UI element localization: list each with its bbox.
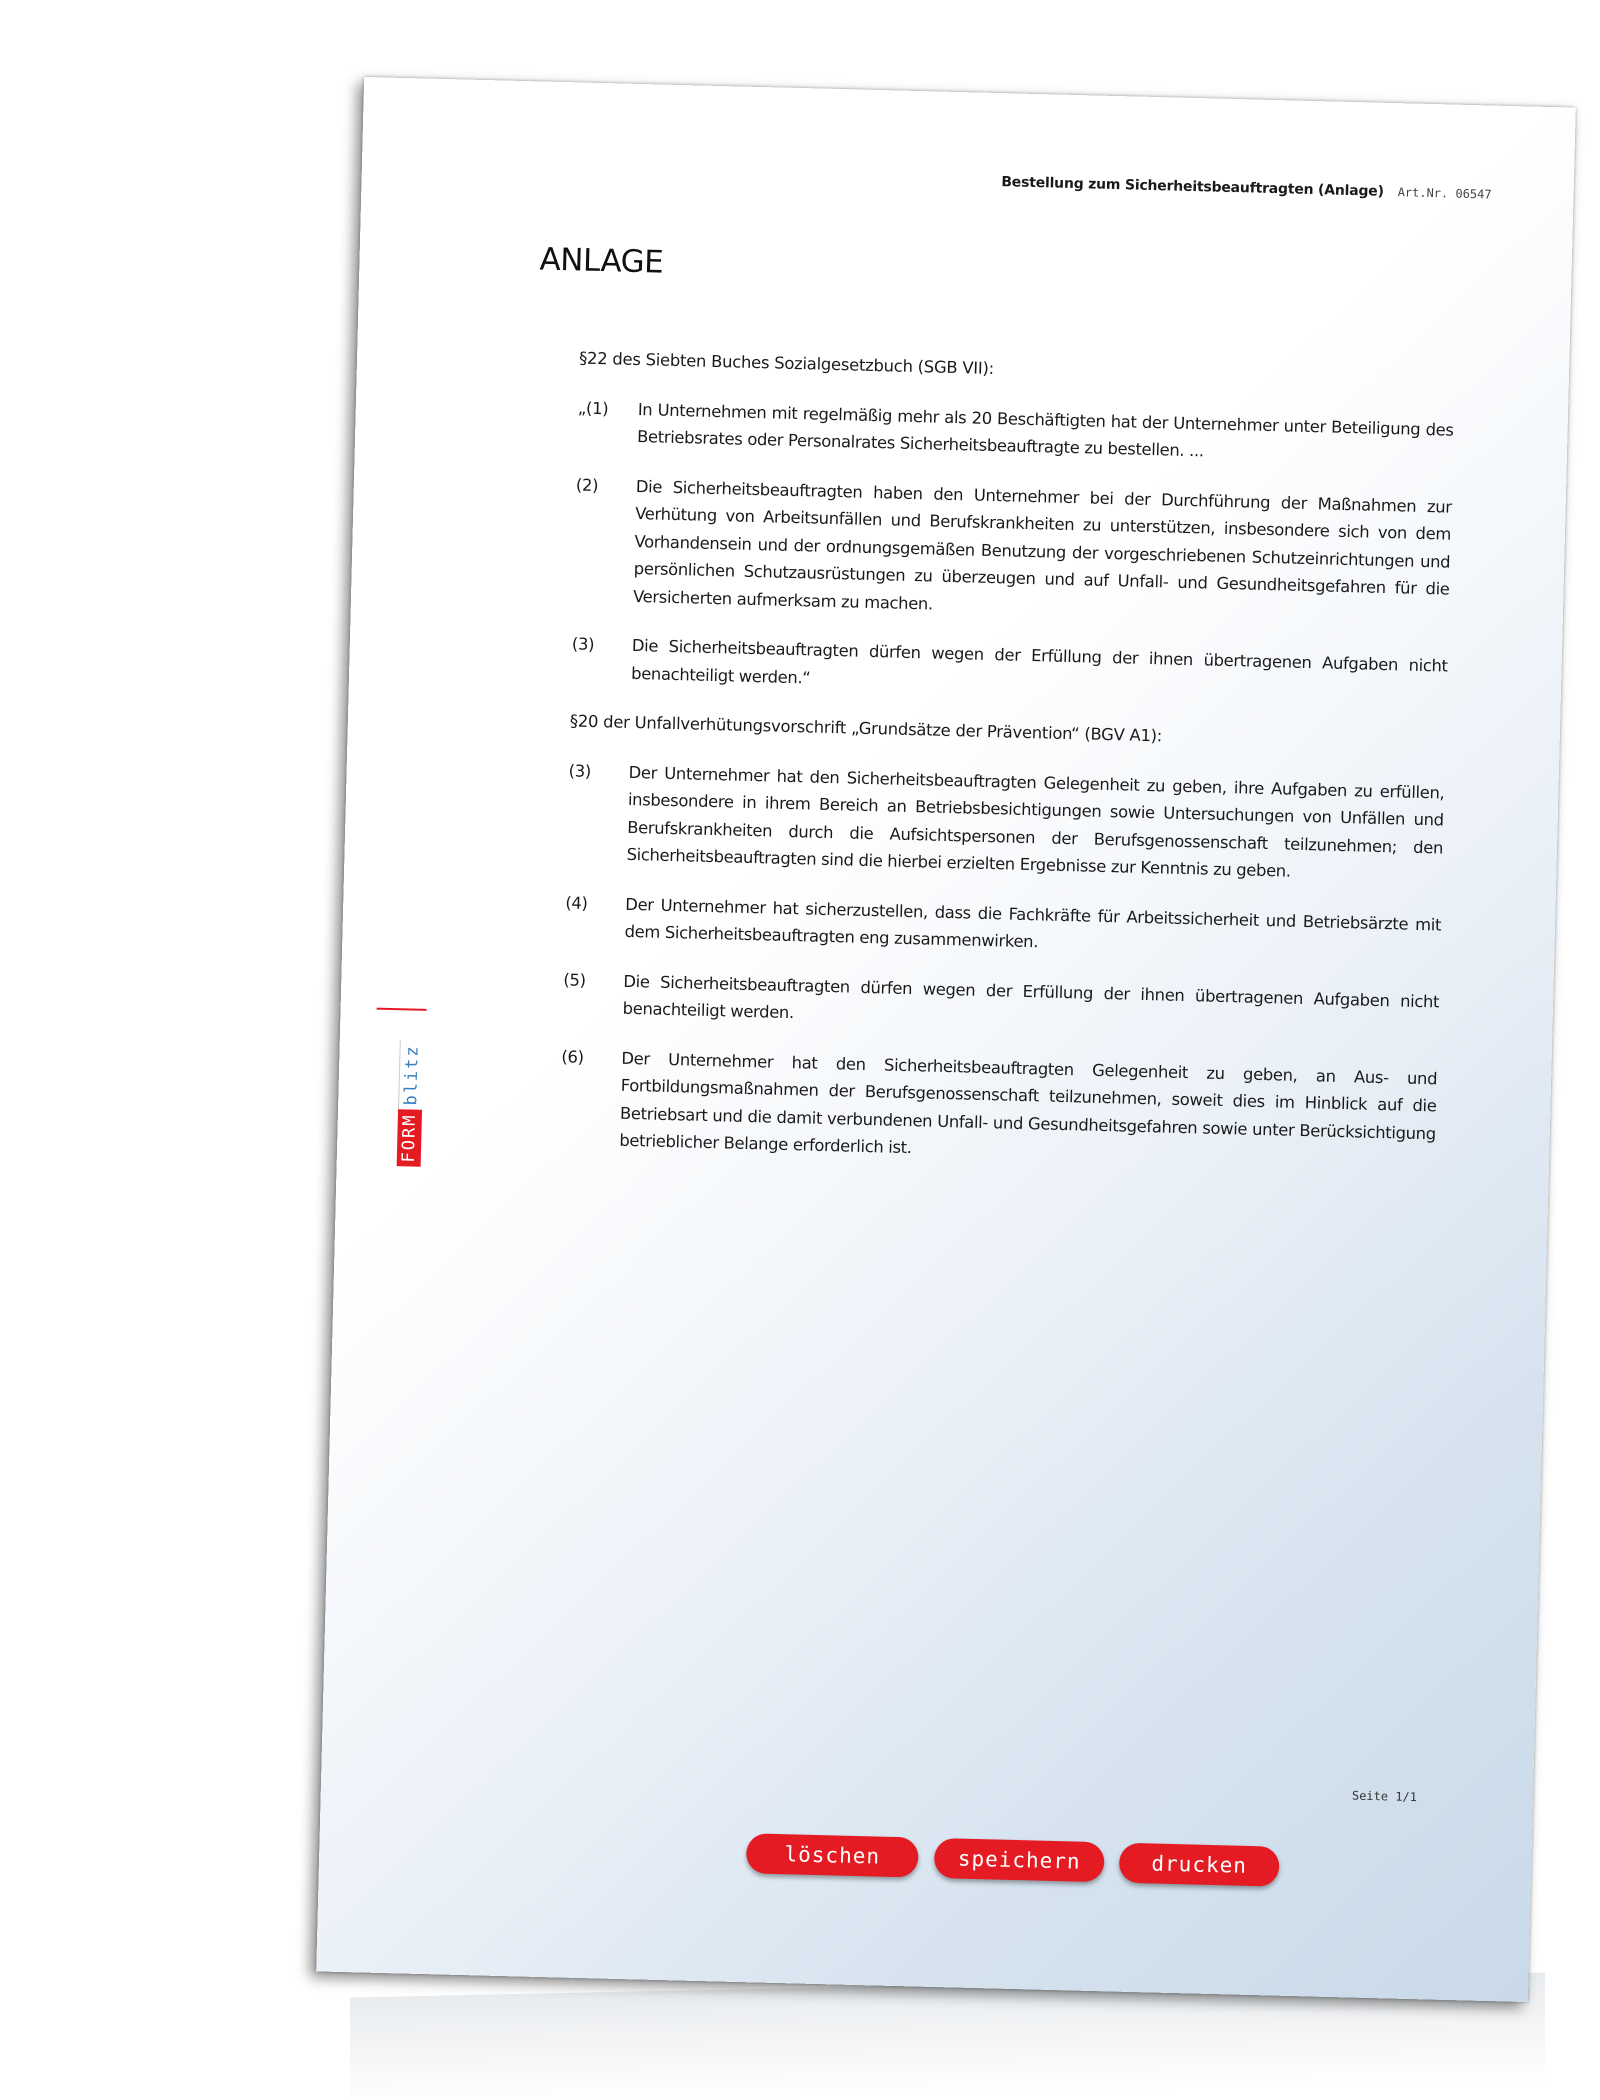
paragraph-text: Die Sicherheitsbeauftragten dürfen wegen der Erfüllung der ihnen übertragenen Aufgaben nicht benachteiligt werden.	[622, 971, 1440, 1023]
page-title: ANLAGE	[539, 241, 664, 281]
paragraph-number: (3)	[571, 634, 595, 654]
section2-paragraph	[566, 757, 1445, 889]
print-button[interactable]: drucken	[1119, 1843, 1280, 1887]
brand-wordmark	[397, 1040, 424, 1167]
paragraph-number: (3)	[568, 760, 592, 781]
document-body	[558, 345, 1455, 1197]
paragraph-number: (5)	[563, 969, 586, 990]
section1-paragraph	[577, 394, 1454, 471]
paragraph-number: „(1)	[577, 397, 609, 418]
paragraph-number: (4)	[565, 892, 588, 913]
delete-button[interactable]: löschen	[746, 1833, 919, 1877]
paragraph-text: Der Unternehmer hat den Sicherheitsbeauftragten Gelegenheit zu geben, ihre Aufgaben zu erfüllen, insbesondere in ihrem Bereich an Betriebsbesichtigungen sowie Untersuchungen von Unfällen und Berufskrankheiten durch die Aufsichtspersonen der Berufsgenossenschaft teilzunehmen; den Sicherheitsbeauftragten sind die hierbei erzielten Ergebnisse zur Kenntnis zu geben.	[626, 762, 1445, 881]
paragraph-text: Der Unternehmer hat sicherzustellen, dass die Fachkräfte für Arbeitssicherheit und Betriebsärzte mit dem Sicherheitsbeauftragten eng zusammenwirken.	[624, 894, 1442, 952]
paragraph-text: Der Unternehmer hat den Sicherheitsbeauftragten Gelegenheit zu geben, an Aus- und Fortbildungsmaßnahmen der Berufsgenossenschaft teilzunehmen, soweit dies im Hinblick auf die Betriebsart und die damit verbundenen Unfall- und Gesundheitsgefahren sowie unter Berücksichtigung betrieblicher Belange erforderlich ist.	[619, 1048, 1438, 1158]
brand-part-blitz: blitz	[398, 1040, 424, 1110]
page-header	[1001, 173, 1492, 202]
section2-paragraph	[564, 889, 1441, 966]
paragraph-text: Die Sicherheitsbeauftragten haben den Unternehmer bei der Durchführung der Maßnahmen zur Verhütung von Arbeitsunfällen und Berufskrankheiten zu unterstützen, insbesondere sich von dem Vorhandensein und der ordnungsgemäßen Benutzung der vorgeschriebenen Schutzeinrichtungen und persönlichen Schutzausrüstungen zu überzeugen und auf Unfall- und Gesundheitsgefahren für die Versicherten aufmerksam zu machen.	[632, 476, 1452, 614]
brand-part-form: FORM	[397, 1109, 422, 1167]
header-article-number: Art.Nr. 06547	[1397, 185, 1492, 202]
section1-paragraph	[573, 471, 1452, 631]
save-button[interactable]: speichern	[934, 1838, 1105, 1882]
section1-heading: §22 des Siebten Buches Sozialgesetzbuch (SGB VII):	[578, 348, 995, 378]
paragraph-number: (6)	[561, 1046, 585, 1067]
paragraph-text: Die Sicherheitsbeauftragten dürfen wegen der Erfüllung der ihnen übertragenen Aufgaben nicht benachteiligt werden.“	[630, 635, 1448, 687]
header-doc-title: Bestellung zum Sicherheitsbeauftragten (Anlage)	[1001, 174, 1384, 200]
paragraph-text: In Unternehmen mit regelmäßig mehr als 20 Beschäftigten hat der Unternehmer unter Beteiligung des Betriebsrates oder Personalrates Sicherheitsbeauftragte zu bestellen. ...	[636, 399, 1454, 461]
section2-heading: §20 der Unfallverhütungsvorschrift „Grundsätze der Prävention“ (BGV A1):	[569, 711, 1163, 746]
document-page	[316, 77, 1576, 2002]
section2-paragraph	[559, 1043, 1438, 1175]
brand-logo	[371, 1016, 423, 1167]
paragraph-number: (2)	[575, 474, 599, 495]
brand-accent-line	[377, 1008, 427, 1011]
page-number: Seite 1/1	[1351, 1788, 1418, 1805]
section2-paragraph	[562, 966, 1439, 1043]
section1-paragraph	[571, 630, 1448, 707]
